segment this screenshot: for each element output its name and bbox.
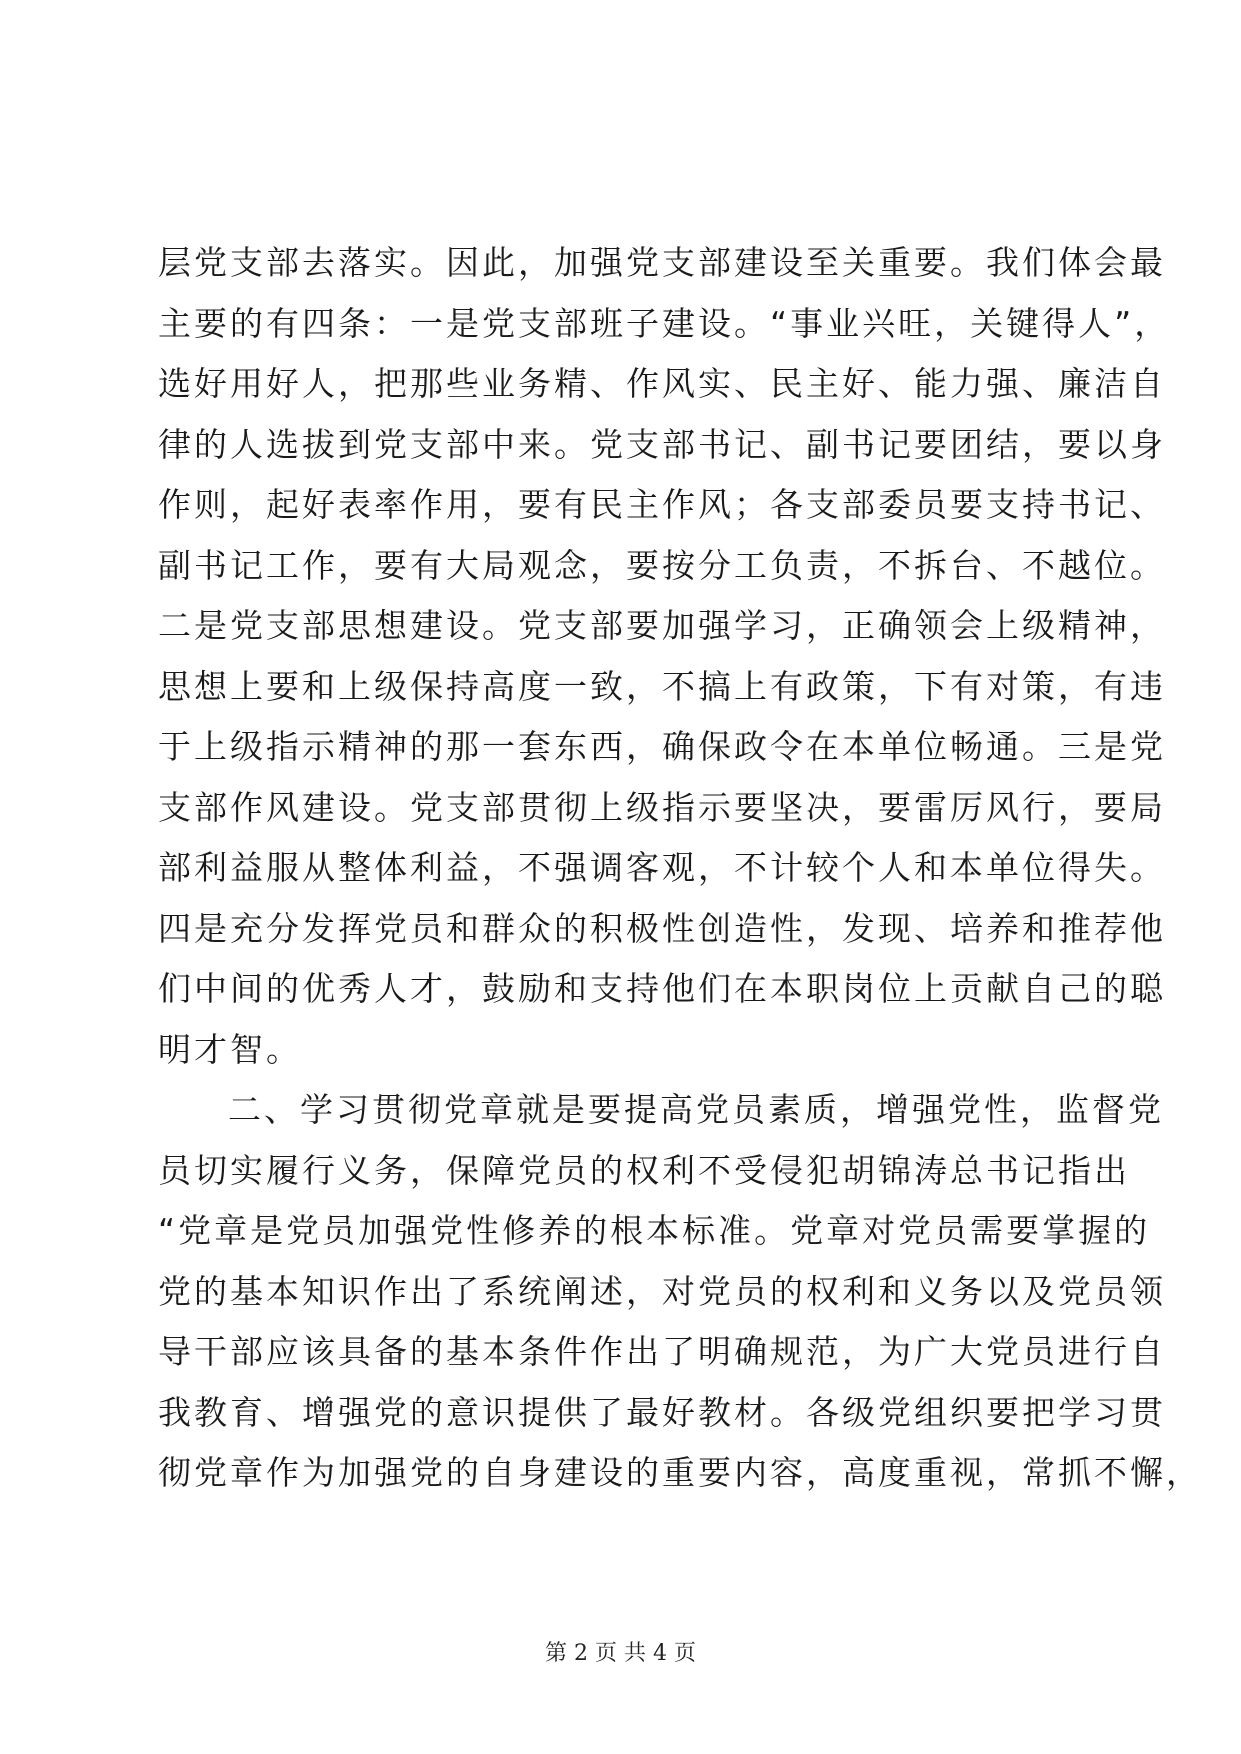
paragraph-first-line: 二、学习贯彻党章就是要提高党员素质，增强党性，监督党 bbox=[228, 1090, 1164, 1129]
body-text bbox=[158, 233, 1202, 1504]
text-line: 明才智。 bbox=[158, 1029, 302, 1069]
text-line: 副书记工作，要有大局观念，要按分工负责，不拆台、不越位。 bbox=[158, 545, 1166, 585]
text-line: 四是充分发挥党员和群众的积极性创造性，发现、培养和推荐他 bbox=[158, 908, 1166, 948]
text-line: 彻党章作为加强党的自身建设的重要内容，高度重视，常抓不懈， bbox=[158, 1453, 1202, 1492]
text-line: 作则，起好表率作用，要有民主作风；各支部委员要支持书记、 bbox=[158, 485, 1166, 524]
text-line: “党章是党员加强党性修养的根本标准。党章对党员需要掌握的 bbox=[158, 1211, 1151, 1250]
text-line: 主要的有四条：一是党支部班子建设。“事业兴旺，关键得人”， bbox=[158, 303, 1171, 343]
text-line: 们中间的优秀人才，鼓励和支持他们在本职岗位上贡献自己的聪 bbox=[158, 969, 1166, 1008]
text-line: 员切实履行义务，保障党员的权利不受侵犯胡锦涛总书记指出 bbox=[158, 1150, 1130, 1190]
text-line: 层党支部去落实。因此，加强党支部建设至关重要。我们体会最 bbox=[158, 243, 1166, 282]
text-line: 思想上要和上级保持高度一致，不搞上有政策，下有对策，有违 bbox=[158, 666, 1166, 706]
text-line: 导干部应该具备的基本条件作出了明确规范，为广大党员进行自 bbox=[158, 1332, 1166, 1371]
text-line: 选好用好人，把那些业务精、作风实、民主好、能力强、廉洁自 bbox=[158, 364, 1166, 403]
text-line: 二是党支部思想建设。党支部要加强学习，正确领会上级精神， bbox=[158, 606, 1166, 645]
text-line: 于上级指示精神的那一套东西，确保政令在本单位畅通。三是党 bbox=[158, 727, 1166, 766]
text-line: 支部作风建设。党支部贯彻上级指示要坚决，要雷厉风行，要局 bbox=[158, 787, 1166, 827]
text-line: 党的基本知识作出了系统阐述，对党员的权利和义务以及党员领 bbox=[158, 1271, 1166, 1311]
text-line: 律的人选拔到党支部中来。党支部书记、副书记要团结，要以身 bbox=[158, 424, 1166, 464]
page-number-footer: 第 2 页 共 4 页 bbox=[545, 1641, 696, 1666]
text-line: 我教育、增强党的意识提供了最好教材。各级党组织要把学习贯 bbox=[158, 1392, 1166, 1432]
text-line: 部利益服从整体利益，不强调客观，不计较个人和本单位得失。 bbox=[158, 848, 1166, 887]
